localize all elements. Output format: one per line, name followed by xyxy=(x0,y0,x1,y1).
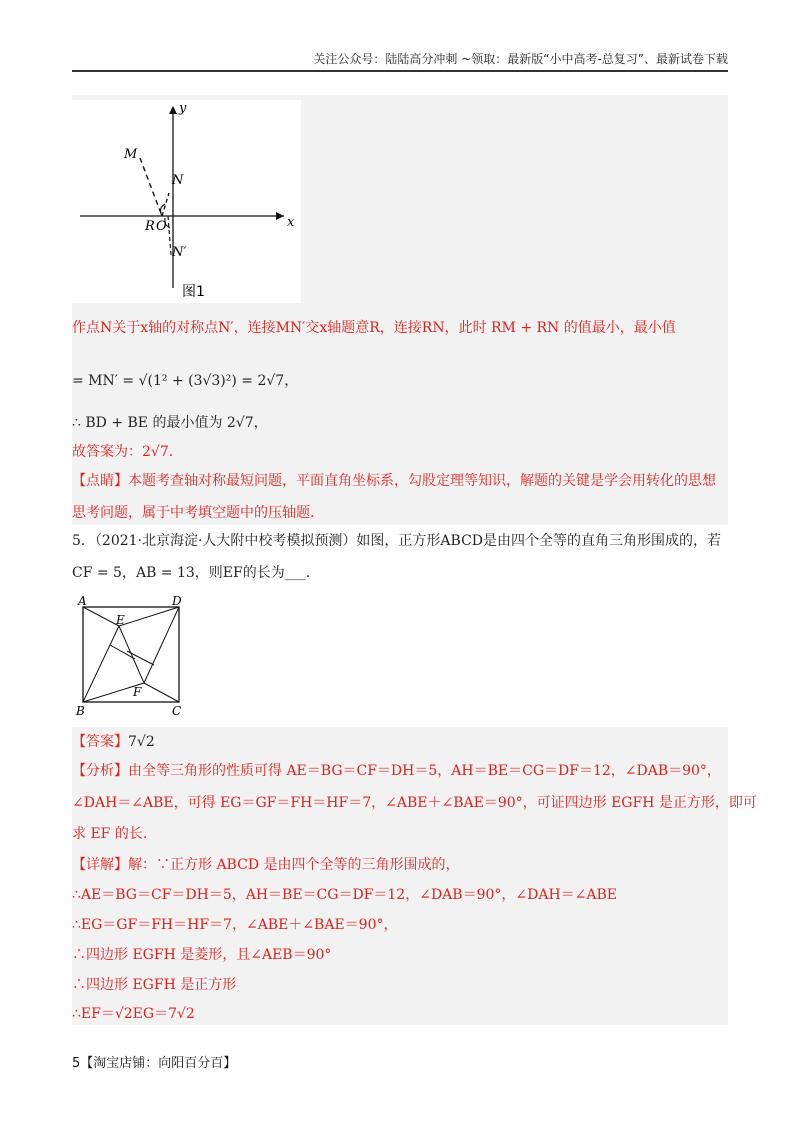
page-footer: 5【淘宝店铺：向阳百分百】 xyxy=(72,1056,237,1071)
analysis-tag: 【分析】 xyxy=(72,763,128,779)
question-5-line-2: CF = 5，AB = 13，则EF的长为___. xyxy=(72,565,311,581)
answer-value: 7√2 xyxy=(128,734,155,750)
vertex-a-label: A xyxy=(78,594,87,608)
point-f-label: F xyxy=(133,685,142,699)
point-n-prime-label: N′ xyxy=(172,245,187,260)
analysis-line-2: ∠DAH＝∠ABE，可得 EG＝GF＝FH＝HF＝7，∠ABE＋∠BAE＝90°，可证四边形 EGFH 是正方形，即可 xyxy=(72,795,757,811)
question-5-line-1: 5．（2021·北京海淀·人大附中校考模拟预测）如图，正方形ABCD是由四个全等的直角三角形围成的，若 xyxy=(72,533,722,549)
header-rule xyxy=(72,70,728,72)
vertex-b-label: B xyxy=(76,704,85,718)
figure-1 xyxy=(72,100,301,303)
point-m-label: M xyxy=(124,147,138,162)
detail-line-6: ∴EF＝√2EG＝7√2 xyxy=(72,1006,195,1022)
comment-line-2: 思考问题，属于中考填空题中的压轴题. xyxy=(72,505,315,521)
figure-2 xyxy=(72,593,192,718)
comment-line-1 xyxy=(72,471,716,491)
solution-line-4: 故答案为：2√7. xyxy=(72,444,174,460)
solution-line-2: = MN′ = √(1² + (3√3)²) = 2√7， xyxy=(72,373,299,389)
point-n-label: N xyxy=(172,173,184,188)
figure-1-caption: 图1 xyxy=(182,284,205,300)
answer-tag: 【答案】 xyxy=(72,734,128,750)
x-axis-label: x xyxy=(287,215,295,230)
detail-tag: 【详解】 xyxy=(72,857,128,873)
solution-line-1: 作点N关于x轴的对称点N′，连接MN′交x轴题意R，连接RN，此时 RM + RN 的值最小，最小值 xyxy=(72,320,676,336)
point-r-label: R xyxy=(145,219,155,234)
analysis-text-1: 由全等三角形的性质可得 AE＝BG＝CF＝DH＝5，AH＝BE＝CG＝DF＝12，∠DAB＝90°， xyxy=(128,763,721,779)
detail-line-5: ∴四边形 EGFH 是正方形 xyxy=(72,977,237,993)
detail-line-4: ∴四边形 EGFH 是菱形，且∠AEB＝90° xyxy=(72,947,332,963)
analysis-line-1 xyxy=(72,761,721,781)
detail-line-1 xyxy=(72,855,460,875)
y-axis-label: y xyxy=(179,101,187,116)
detail-line-3: ∴EG＝GF＝FH＝HF＝7，∠ABE＋∠BAE＝90°， xyxy=(72,917,398,933)
point-e-label: E xyxy=(116,613,125,627)
origin-label: O xyxy=(156,219,167,234)
vertex-c-label: C xyxy=(172,704,182,718)
comment-tag: 【点睛】 xyxy=(72,473,128,489)
answer-line xyxy=(72,732,155,752)
comment-text-1: 本题考查轴对称最短问题，平面直角坐标系，勾股定理等知识，解题的关键是学会用转化的思想 xyxy=(128,473,716,489)
detail-line-2: ∴AE＝BG＝CF＝DH＝5，AH＝BE＝CG＝DF＝12，∠DAB＝90°，∠DAH＝∠ABE xyxy=(72,887,618,903)
analysis-line-3: 求 EF 的长. xyxy=(72,826,148,842)
vertex-d-label: D xyxy=(172,594,182,608)
page-header: 关注公众号：陆陆高分冲刺 ~领取：最新版“小中高考-总复习”、最新试卷下载 xyxy=(313,52,728,66)
solution-line-3: ∴ BD + BE 的最小值为 2√7， xyxy=(72,415,268,431)
detail-text-1: 解：∵正方形 ABCD 是由四个全等的三角形围成的， xyxy=(128,857,460,873)
